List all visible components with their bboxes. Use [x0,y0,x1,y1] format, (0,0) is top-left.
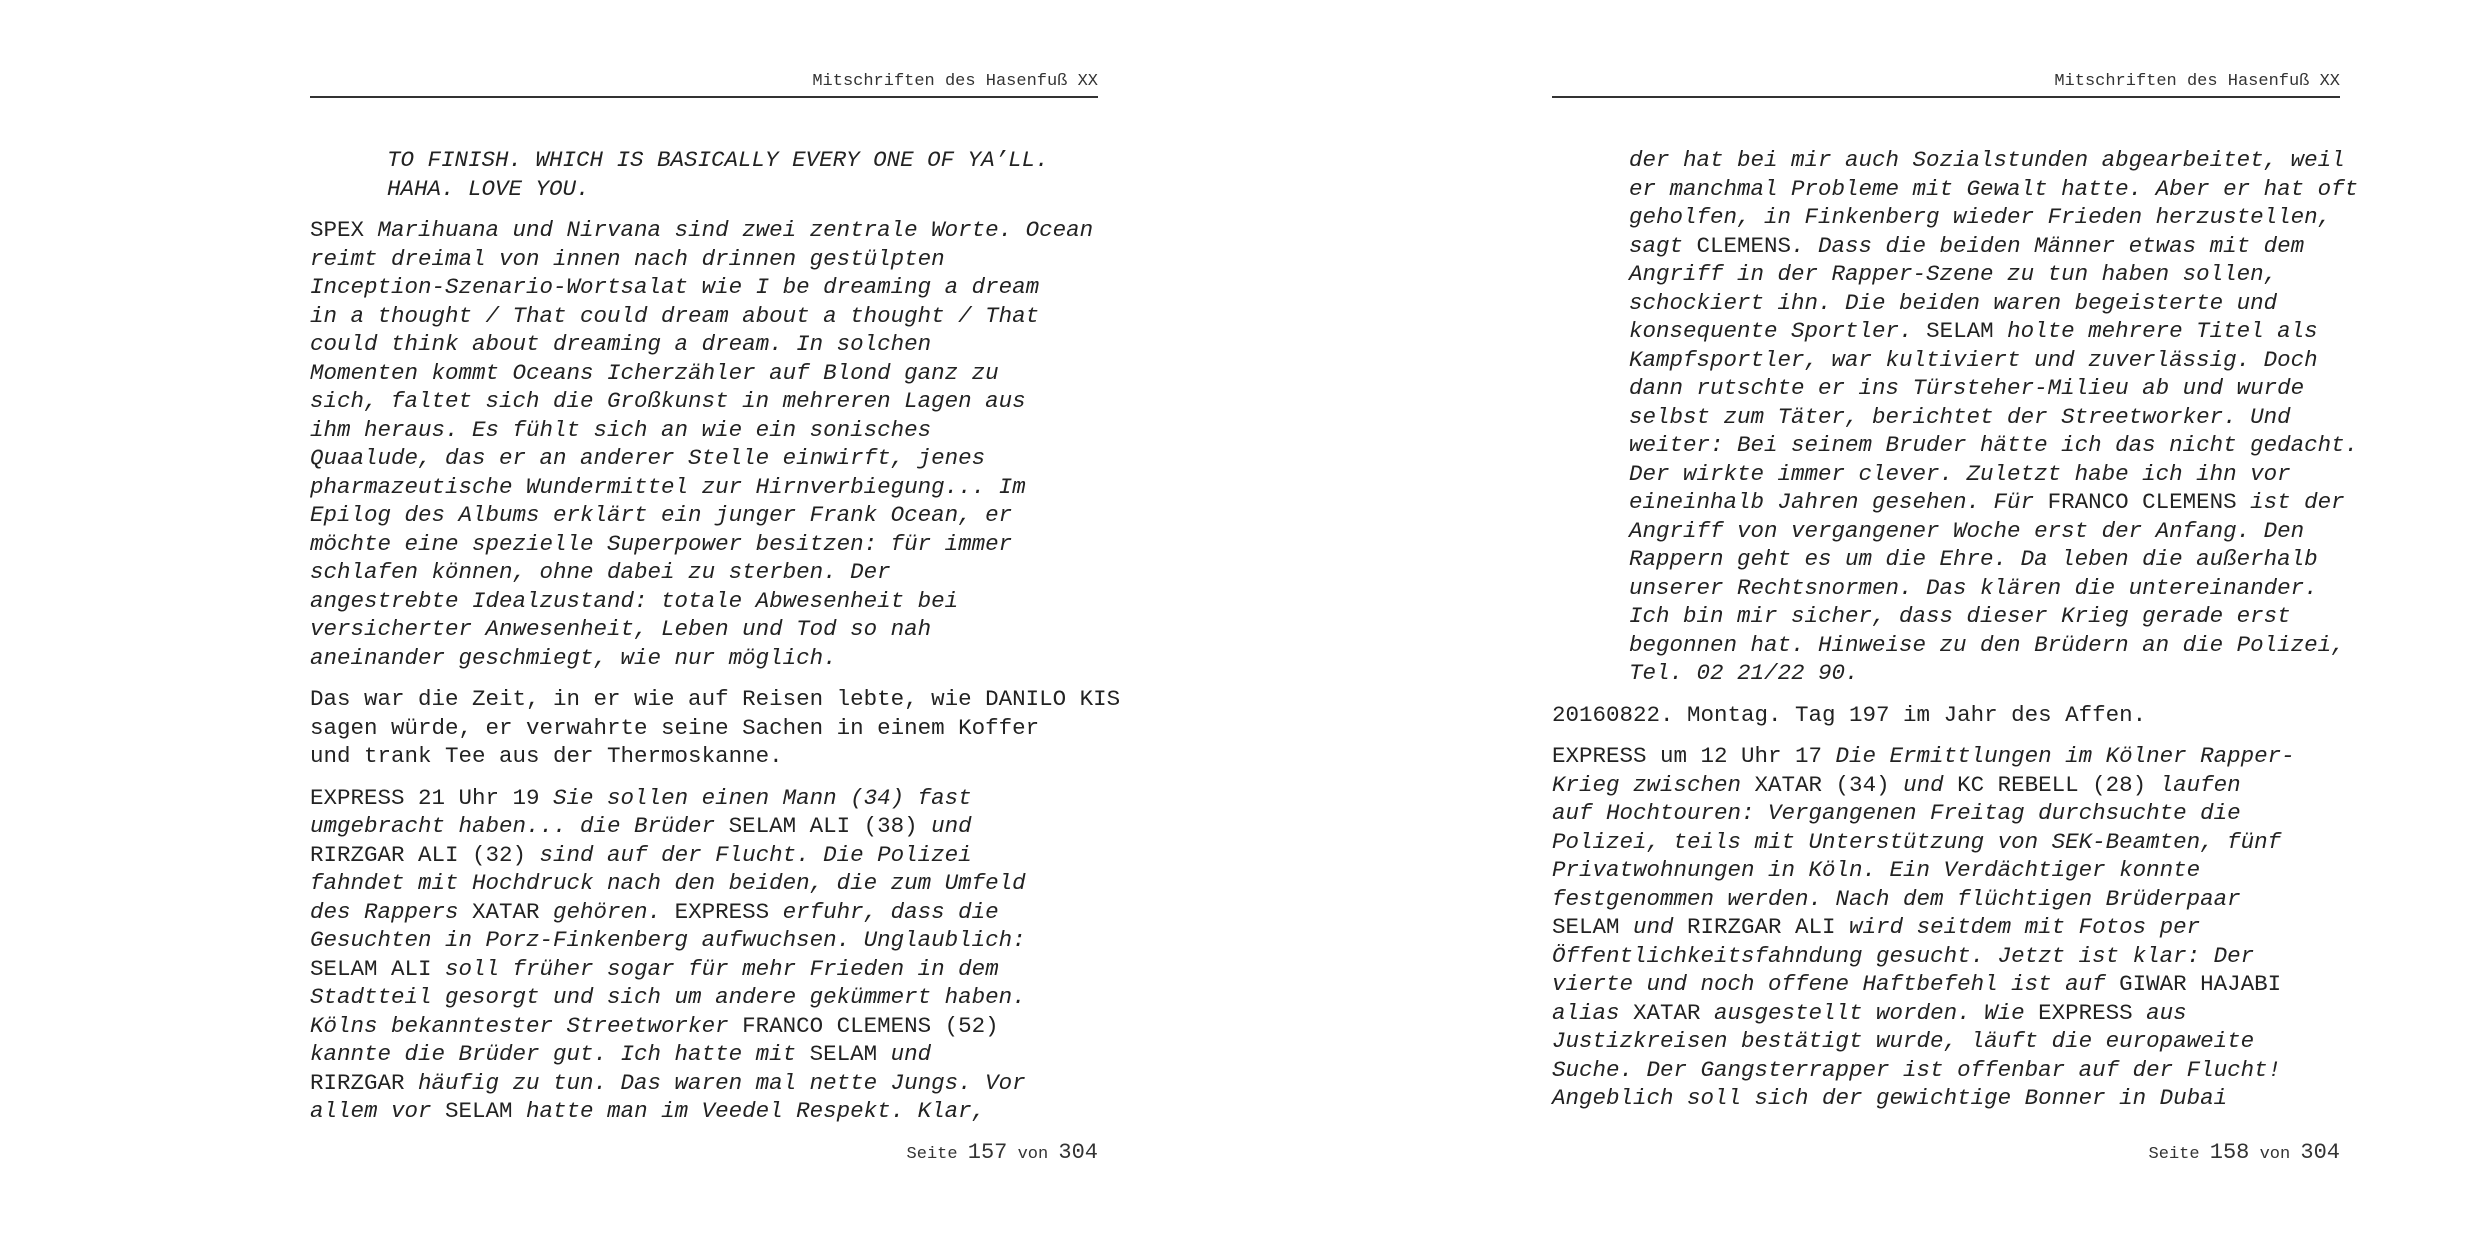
name-text: KC REBELL (28) [1957,771,2147,798]
text-line [1629,289,2342,318]
quote-text: Rappern geht es um die Ehre. Da leben die außerhalb [1629,546,2318,572]
page-number: 158 [2209,1140,2250,1165]
paragraph [310,685,1121,771]
text-line: und trank Tee aus der Thermoskanne. [310,743,783,769]
quote-text: laufen [2146,771,2241,798]
text-line [1629,460,2342,489]
text-line: aneinander geschmiegt, wie nur möglich. [310,644,837,671]
text-line [1629,659,2342,688]
text-line [1552,828,2342,857]
text-line [1629,574,2342,603]
text-line: möchte eine spezielle Superpower besitzen: für immer [310,530,1013,557]
page-total: 304 [2300,1140,2340,1165]
paragraph-first-line: Das war die Zeit, in er wie auf Reisen lebte, wie DANILO KIS [310,686,1121,712]
name-text: XATAR (34) [1754,771,1890,798]
left-page [310,0,1121,1240]
text-line [1552,885,2342,914]
quote-text: auf Hochtouren: Vergangenen Freitag durchsuchte die [1552,800,2241,826]
footer-prefix: Seite [2148,1145,2210,1164]
quote-text: Suche. Der Gangsterrapper ist offenbar auf der Flucht! [1552,1056,2282,1083]
name-text: SELAM [1926,318,1994,344]
header-rule-left [310,96,1098,98]
paragraph [310,216,1100,672]
text-line [1552,913,2342,942]
text-line [310,869,1100,898]
quote-text: Marihuana und Nirvana sind zwei zentrale Worte. Ocean [377,217,1094,243]
quote-text: holte mehrere Titel als [1993,318,2318,344]
text-line [310,898,1100,927]
text-line: could think about dreaming a dream. In solchen [310,331,932,357]
text-line: sich, faltet sich die Großkunst in mehreren Lagen aus [310,388,1026,414]
name-text: FRANCO CLEMENS [2047,489,2237,515]
quote-text: vierte und noch offene Haftbefehl ist auf [1552,971,2120,997]
quote-text: schockiert ihn. Die beiden waren begeisterte und [1629,289,2278,316]
page-footer-left [310,1140,1098,1165]
quote-text: Angeblich soll sich der gewichtige Bonner in Dubai [1552,1085,2228,1111]
text-line [310,926,1100,955]
paragraph [310,784,1100,1126]
quote-text: und [1889,771,1958,798]
text-line: ihm heraus. Es fühlt sich an wie ein sonisches [310,416,932,443]
quote-text: konsequente Sportler. [1629,318,1927,344]
quote-text: festgenommen werden. Nach dem flüchtigen Brüderpaar [1552,885,2241,912]
text-line: HAHA. LOVE YOU. [387,175,590,202]
paragraph-first-line: 20160822. Montag. Tag 197 im Jahr des Affen. [1552,701,2147,728]
text-line [1629,403,2342,432]
text-line [1552,970,2342,999]
quote-text: hatte man im Veedel Respekt. Klar, [512,1098,986,1124]
quote-text: Stadtteil gesorgt und sich um andere gekümmert haben. [310,984,1026,1010]
quote-text: dann rutschte er ins Türsteher-Milieu ab und wurde [1629,375,2305,401]
quote-text: sagt [1629,232,1697,259]
name-text: RIRZGAR ALI [1687,914,1836,940]
quote-text: und [917,813,972,839]
text-line [310,812,1100,841]
quote-text: Krieg zwischen [1552,771,1755,798]
quote-text: der hat bei mir auch Sozialstunden abgearbeitet, weil [1629,147,2345,173]
quote-text: unserer Rechtsnormen. Das klären die untereinander. [1629,574,2318,601]
paragraph-first-line [310,216,1100,245]
quote-text: soll früher sogar für mehr Frieden in dem [431,955,999,982]
name-text: GIWAR HAJABI [2119,971,2282,997]
name-text: XATAR [1633,999,1701,1026]
quote-text: gehören. [539,898,675,925]
text-line: TO FINISH. WHICH IS BASICALLY EVERY ONE OF YA’LL. [387,147,1049,173]
source-label: SPEX [310,217,378,243]
quote-text: alias [1552,999,1634,1026]
text-line [1629,488,2345,517]
text-line: reimt dreimal von innen nach drinnen gestülpten [310,245,945,272]
quote-text: Gesuchten in Porz-Finkenberg aufwuchsen. Unglaublich: [310,927,1026,953]
text-line [1629,203,2342,232]
text-line [1552,771,2342,800]
page-total: 304 [1058,1140,1098,1165]
paragraph [1552,146,2359,688]
text-line [1552,999,2342,1028]
quote-text: Privatwohnungen in Köln. Ein Verdächtiger konnte [1552,857,2201,883]
name-text: CLEMENS [1696,232,1792,259]
quote-text: und [1619,914,1688,940]
header-rule-right [1552,96,2340,98]
left-page-body [310,146,1121,1139]
running-head-left: Mitschriften des Hasenfuß XX [812,72,1098,91]
text-line [310,1097,1100,1126]
source-label: EXPRESS um 12 Uhr 17 [1552,743,1836,769]
quote-text: ist der [2236,489,2345,515]
text-line [1629,602,2342,631]
text-line [1629,346,2342,375]
name-text: SELAM [809,1041,878,1067]
quote-text: kannte die Brüder gut. Ich hatte mit [310,1041,810,1067]
quote-text: sind auf der Flucht. Die Polizei [526,841,972,868]
quote-text: Kampfsportler, war kultiviert und zuverlässig. Doch [1629,346,2318,373]
text-line [1629,374,2342,403]
text-line: Epilog des Albums erklärt ein junger Frank Ocean, er [310,502,1013,528]
footer-mid: von [1007,1145,1059,1164]
text-line [1629,317,2342,346]
name-text: EXPRESS [2038,999,2133,1026]
right-page-body [1552,146,2359,1126]
text-line [1552,942,2342,971]
text-line [310,955,1100,984]
footer-mid: von [2249,1145,2301,1164]
name-text: SELAM [445,1098,513,1124]
quote-text: Die Ermittlungen im Kölner Rapper- [1835,743,2295,769]
text-line: versicherter Anwesenheit, Leben und Tod so nah [310,616,932,642]
quote-text: des Rappers [310,898,473,925]
text-line: sagen würde, er verwahrte seine Sachen in einem Koffer [310,714,1040,741]
text-line [1629,631,2345,660]
quote-text: Angriff in der Rapper-Szene zu tun haben sollen, [1629,261,2278,287]
quote-text: Polizei, teils mit Unterstützung von SEK-Beamten, fünf [1552,828,2282,855]
text-line [1629,260,2342,289]
name-text: FRANCO CLEMENS (52) [742,1012,999,1039]
text-line: Momenten kommt Oceans Icherzähler auf Blond ganz zu [310,359,999,386]
name-text: SELAM ALI (38) [728,813,918,839]
page-footer-right [1552,1140,2340,1165]
quote-text: begonnen hat. Hinweise zu den Brüdern an die Polizei, [1629,631,2345,658]
quote-text: und [877,1041,932,1067]
quote-text: selbst zum Täter, berichtet der Streetworker. Und [1629,403,2291,430]
paragraph [310,146,1100,203]
footer-prefix: Seite [906,1145,968,1164]
quote-text: ausgestellt worden. Wie [1700,999,2039,1026]
name-text: SELAM ALI [310,955,432,982]
text-line: in a thought / That could dream about a thought / That [310,302,1040,329]
text-line [1629,146,2345,175]
quote-text: Tel. 02 21/22 90. [1629,660,1859,686]
name-text: RIRZGAR [310,1069,405,1096]
quote-text: fahndet mit Hochdruck nach den beiden, die zum Umfeld [310,870,1026,896]
text-line: angestrebte Idealzustand: totale Abwesenheit bei [310,587,959,614]
text-line [310,1069,1100,1098]
text-line [310,841,1100,870]
quote-text: Sie sollen einen Mann (34) fast [553,784,972,811]
text-line [1552,1027,2342,1056]
quote-text: häufig zu tun. Das waren mal nette Jungs. Vor [404,1069,1026,1096]
text-line [310,983,1100,1012]
quote-text: . Dass die beiden Männer etwas mit dem [1791,232,2305,259]
text-line [310,1040,1100,1069]
name-text: SELAM [1552,914,1620,940]
text-line [1629,175,2359,204]
text-line [1629,517,2342,546]
name-text: XATAR [472,898,540,925]
quote-text: umgebracht haben... die Brüder [310,813,729,839]
text-line: pharmazeutische Wundermittel zur Hirnverbiegung... Im [310,473,1026,500]
quote-text: Der wirkte immer clever. Zuletzt habe ich ihn vor [1629,460,2291,487]
text-line [1552,799,2342,828]
paragraph [1552,701,2342,730]
text-line [1552,856,2342,885]
text-line [1629,431,2359,460]
quote-text: weiter: Bei seinem Bruder hätte ich das nicht gedacht. [1629,432,2359,458]
source-label: EXPRESS 21 Uhr 19 [310,784,554,811]
text-line [1552,1084,2342,1113]
name-text: EXPRESS [674,898,770,925]
right-page [1552,0,2359,1240]
page-number: 157 [967,1140,1008,1165]
text-line [310,1012,1100,1041]
text-line [1629,232,2342,261]
quote-text: eineinhalb Jahren gesehen. Für [1629,489,2048,515]
quote-text: geholfen, in Finkenberg wieder Frieden herzustellen, [1629,204,2332,230]
paragraph [1552,742,2342,1113]
text-line [1552,1056,2342,1085]
quote-text: Kölns bekanntester Streetworker [310,1012,743,1039]
text-line [1629,545,2342,574]
text-line: Quaalude, das er an anderer Stelle einwirft, jenes [310,445,986,471]
quote-text: Angriff von vergangener Woche erst der Anfang. Den [1629,517,2305,544]
quote-text: aus [2132,999,2187,1026]
quote-text: wird seitdem mit Fotos per [1835,914,2201,940]
running-head-right: Mitschriften des Hasenfuß XX [2054,72,2340,91]
paragraph-first-line [1552,742,2342,771]
quote-text: allem vor [310,1098,446,1124]
text-line: Inception-Szenario-Wortsalat wie I be dreaming a dream [310,274,1040,300]
quote-text: erfuhr, dass die [769,898,999,925]
quote-text: er manchmal Probleme mit Gewalt hatte. Aber er hat oft [1629,175,2359,202]
paragraph-first-line [310,784,1100,813]
name-text: RIRZGAR ALI (32) [310,841,527,868]
text-line: schlafen können, ohne dabei zu sterben. Der [310,559,891,585]
quote-text: Öffentlichkeitsfahndung gesucht. Jetzt ist klar: Der [1552,942,2255,969]
quote-text: Ich bin mir sicher, dass dieser Krieg gerade erst [1629,603,2291,629]
quote-text: Justizkreisen bestätigt wurde, läuft die europaweite [1552,1028,2255,1054]
